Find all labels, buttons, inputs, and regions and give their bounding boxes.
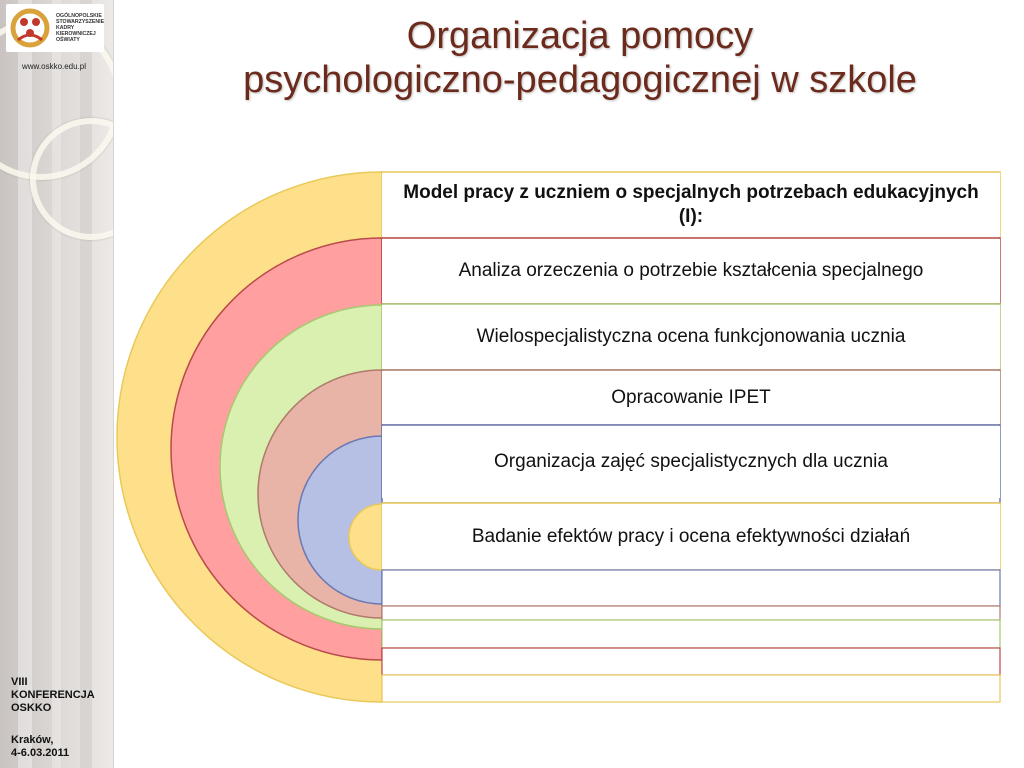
- step-1-label: Analiza orzeczenia o potrzebie kształcenia specjalnego: [382, 239, 1000, 303]
- slide-title-line: Organizacja pomocy: [406, 15, 754, 57]
- conference-line: KONFERENCJA: [11, 689, 95, 701]
- empty-bar: [382, 606, 1000, 620]
- empty-bar: [382, 570, 1000, 606]
- logo-text: OGÓLNOPOLSKIE STOWARZYSZENIE KADRY KIEROWNICZEJ OŚWIATY: [56, 13, 105, 43]
- step-3-label: Opracowanie IPET: [382, 371, 1000, 424]
- conference-line: VIII: [11, 676, 28, 688]
- step-2-label: Wielospecjalistyczna ocena funkcjonowania ucznia: [382, 305, 1000, 369]
- conference-date: 4-6.03.2011: [11, 747, 70, 759]
- site-url: www.oskko.edu.pl: [22, 62, 87, 71]
- conference-line: OSKKO: [11, 702, 52, 714]
- slide-title-line: psychologiczno-pedagogicznej w szkole: [243, 59, 917, 101]
- step-4-label: Organizacja zajęć specjalistycznych dla ucznia: [382, 426, 1000, 498]
- empty-bar: [382, 648, 1000, 675]
- step-5-label: Badanie efektów pracy i ocena efektywności działań: [382, 504, 1000, 569]
- conference-city: Kraków,: [11, 734, 54, 746]
- diagram-header: Model pracy z uczniem o specjalnych potrzebach edukacyjnych (I):: [382, 173, 1000, 237]
- empty-bar: [382, 675, 1000, 702]
- empty-bar: [382, 620, 1000, 648]
